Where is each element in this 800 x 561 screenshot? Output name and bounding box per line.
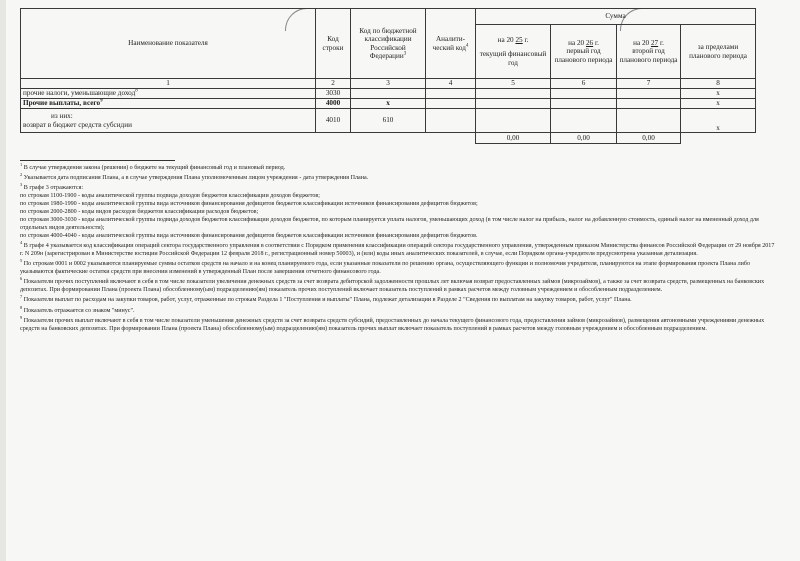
footnote-7: $^7$ Показатели выплат по расходам на закупки товаров, работ, услуг, отраженные по строкам Раздела 1 "Поступления и выплаты" Плана, подлежат детализации в Разделе 2 "Сведения по выплатам на закупку товаров, работ, услуг" Плана. [20,294,632,304]
plan-table [20,8,756,144]
footnote-9: $^9$ Показатели прочих выплат включают в себя в том числе показатели уменьшения денежных средств за счет возврата средств субсидий, предоставленных до начала текущего финансового года, предоставления займов (микрозаймов), размещения автономными учреждениями денежных средств на банковских депозитах. При формировании Плана (проекта Плана) обособленному(ым) подразделению(ям) показатель прочих выплат включает показатель поступлений в рамках расчетов между головным учреждением и обособленным подразделением. [20,314,765,332]
footnote-3: $^3$ В графе 3 отражаются: [20,182,84,192]
footnotes: $^1$ В случае утверждения закона (решения) о бюджете на текущий финансовый год и плановый период. $^2$ Указывается дата подписания Плана, а в случае утверждения Плана уполномоченным лицом учреждения - дата утверждения Плана. $^3$ В графе 3 отражаются: по строкам 1100-1900 - коды аналитической группы подвида доходов бюджетов классификации доходов бюджетов; по строкам 1980-1990 - коды аналитической группы вида источников финансирования дефицитов бюджетов классификации источников финансирования дефицитов бюджетов; по строкам 2000-2800 - коды видов расходов бюджетов классификации расходов бюджетов; по строкам 3000-3030 - коды аналитической группы подвида доходов бюджетов классификации доходов бюджетов, по которым планируется уплата налогов, уменьшающих доход (в том числе налог на прибыль, налог на добавленную стоимость, единый налог на вмененный доход для отдельных видов деятельности); по строкам 4000-4040 - коды аналитической группы вида источников финансирования дефицитов бюджетов классификации источников финансирования дефицитов бюджетов. $^4$ В графе 4 указывается код классификации операций сектора государственного управления в соответствии с Порядком применения классификации операций сектора государственного управления, утвержденным приказом Министерства финансов Российской Федерации от 29 ноября 2017 г. N 209н (зарегистрирован в Министерстве юстиции Российской Федерации 12 февраля 2018 г., регистрационный номер 50003), и (или) коды иных аналитических показателей, в случае, если Порядком органа-учредителя предусмотрена указанная детализация. $^5$ По строкам 0001 и 0002 указываются планируемые суммы остатков средств на начало и на конец планируемого года, если указанные показатели по решению органа, осуществляющего функции и полномочия учредителя, планируются на этапе формирования проекта Плана либо указываются фактические остатки средств при внесении изменений в утвержденный План после завершения отчетного финансового года. $^6$ Показатели прочих поступлений включают в себя в том числе показатели увеличения денежных средств за счет возврата дебиторской задолженности прошлых лет включая возврат предоставленных займов (микрозаймов), а также за счет возврата средств, размещенных на банковских депозитах. При формировании Плана (проекта Плана) обособленному(ым) подразделению(ям) показатель прочих поступлений включает показатель поступлений в рамках расчетов между головным учреждением и обособленным подразделением. $^7$ Показатели выплат по расходам на закупки товаров, работ, услуг, отраженные по строкам Раздела 1 "Поступления и выплаты" Плана, подлежат детализации в Разделе 2 "Сведения по выплатам на закупку товаров, работ, услуг" Плана. $^8$ Показатель отражается со знаком "минус". $^9$ Показатели прочих выплат включают в себя в том числе показатели уменьшения денежных средств за счет возврата средств субсидий, предоставленных до начала текущего финансового года, предоставления займов (микрозаймов), размещения автономными учреждениями денежных средств на банковских депозитах. При формировании Плана (проекта Плана) обособленному(ым) подразделению(ям) показатель прочих выплат включает показатель поступлений в рамках расчетов между головным учреждением и обособленным подразделением. [20,161,775,332]
footnote-6: $^6$ Показатели прочих поступлений включают в себя в том числе показатели увеличения денежных средств за счет возврата дебиторской задолженности прошлых лет включая возврат предоставленных займов (микрозаймов), а также за счет возврата средств, размещенных на банковских депозитах. При формировании Плана (проекта Плана) обособленному(ым) подразделению(ям) показатель прочих поступлений включает показатель поступлений в рамках расчетов между головным учреждением и обособленным подразделением. [20,276,765,294]
header-year3: на 20 27 г. второй год планового периода [617,25,681,79]
total-year2: 0,00 [551,133,617,144]
header-budget-code: Код по бюджетной классификации Российской Федерации$^3$ [351,9,426,79]
total-year3: 0,00 [617,133,681,144]
header-year1: на 20 25 г. текущий финансовый год [476,25,551,79]
header-year2: на 20 26 г. первый год планового периода [551,25,617,79]
footnote-rule [20,160,175,161]
table-row: прочие налоги, уменьшающие доход$^8$ 3030 x [21,89,756,99]
totals-row [21,133,756,144]
header-sum: Сумма [476,9,756,25]
scan-edge [0,0,6,561]
row-name: прочие налоги, уменьшающие доход$^8$ [21,89,316,99]
footnote-5: $^5$ По строкам 0001 и 0002 указываются планируемые суммы остатков средств на начало и на конец планируемого года, если указанные показатели по решению органа, осуществляющего функции и полномочия учредителя, планируются на этапе формирования проекта Плана либо указываются фактические остатки средств при внесении изменений в утвержденный План после завершения отчетного финансового года. [20,258,751,276]
header-beyond: за пределами планового периода [681,25,756,79]
total-year1: 0,00 [476,133,551,144]
header-code: Код строки [316,9,351,79]
row-name: Прочие выплаты, всего$^9$ [21,99,316,109]
header-analytic-code: Аналити-ческий код$^4$ [426,9,476,79]
footnote-8: $^8$ Показатель отражается со знаком "минус". [20,304,135,314]
row-name: из них: возврат в бюджет средств субсидии [21,109,316,133]
table-row: из них: возврат в бюджет средств субсидии 4010 610 x [21,109,756,133]
footnote-4: $^4$ В графе 4 указывается код классификации операций сектора государственного управления в соответствии с Порядком применения классификации операций сектора государственного управления, утвержденным приказом Министерства финансов Российской Федерации от 29 ноября 2017 г. N 209н (зарегистрирован в Министерстве юстиции Российской Федерации 12 февраля 2018 г., регистрационный номер 50003), и (или) коды иных аналитических показателей, в случае, если Порядком органа-учредителя предусмотрена указанная детализация. [20,240,775,258]
footnote-1: $^1$ В случае утверждения закона (решения) о бюджете на текущий финансовый год и плановый период. [20,161,286,171]
header-name: Наименование показателя [21,9,316,79]
column-numbers-row: 1 2 3 4 5 6 7 8 [21,79,756,89]
table-row: Прочие выплаты, всего$^9$ 4000 x x [21,99,756,109]
footnote-2: $^2$ Указывается дата подписания Плана, а в случае утверждения Плана уполномоченным лицом учреждения - дата утверждения Плана. [20,172,369,182]
